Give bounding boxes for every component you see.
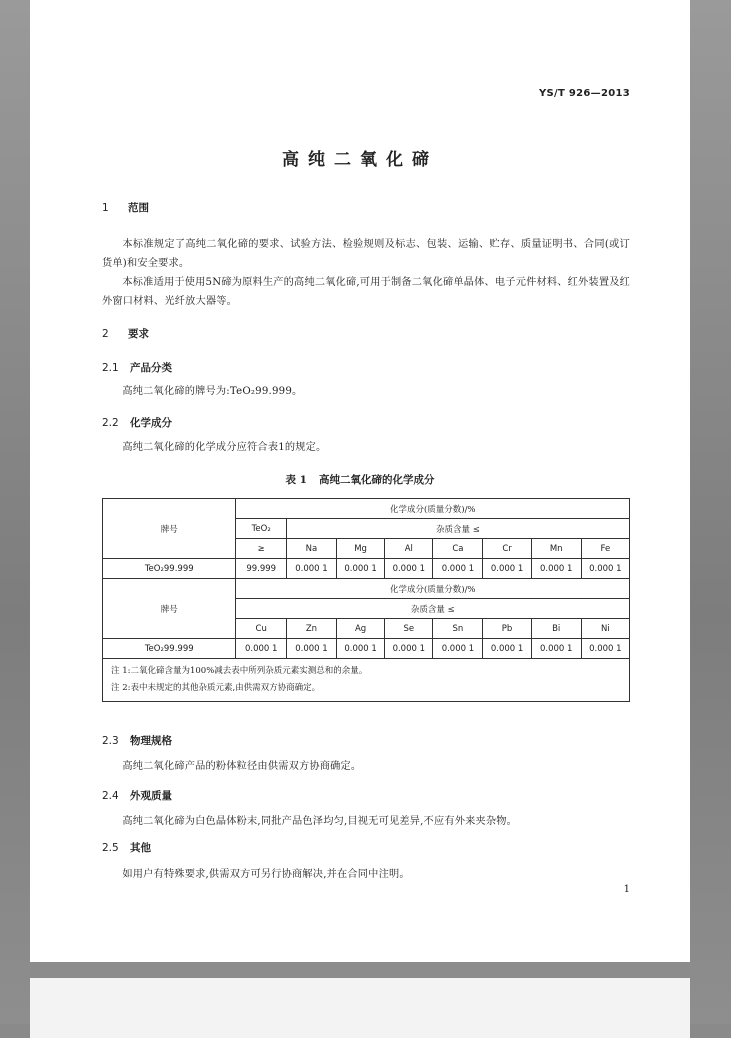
- section-1-paragraph-2: 本标准适用于使用5N碲为原料生产的高纯二氧化碲,可用于制备二氧化碲单晶体、电子元件材料、红外装置及红外窗口材料、光纤放大器等。: [102, 277, 630, 307]
- chemical-composition-table: [102, 498, 630, 702]
- value-cell: 0.000 1: [236, 639, 286, 659]
- section-2-5-paragraph: 如用户有特殊要求,供需双方可另行协商解决,并在合同中注明。: [122, 869, 410, 880]
- element-header: Fe: [581, 539, 629, 559]
- section-number: 2.4: [102, 790, 119, 802]
- element-header: Mn: [531, 539, 581, 559]
- element-header: Sn: [433, 619, 483, 639]
- element-header: Zn: [286, 619, 336, 639]
- value-cell: 0.000 1: [531, 559, 581, 579]
- grade-cell: TeO₂99.999: [103, 559, 236, 579]
- impurity-header: 杂质含量 ≤: [236, 599, 630, 619]
- value-cell: 0.000 1: [483, 639, 531, 659]
- section-title: 其他: [130, 842, 151, 854]
- section-title: 外观质量: [130, 790, 172, 802]
- table-note-2: 注 2:表中未规定的其他杂质元素,由供需双方协商确定。: [111, 683, 321, 693]
- section-2-3-paragraph: 高纯二氧化碲产品的粉体粒径由供需双方协商确定。: [122, 761, 362, 772]
- grade-cell: TeO₂99.999: [103, 639, 236, 659]
- next-page-preview[interactable]: [30, 978, 690, 1038]
- section-number: 2.5: [102, 842, 119, 854]
- section-1-heading: [102, 200, 149, 215]
- value-cell: 0.000 1: [531, 639, 581, 659]
- value-cell: 0.000 1: [483, 559, 531, 579]
- page-number: 1: [623, 884, 630, 895]
- value-cell: 0.000 1: [385, 639, 433, 659]
- element-header: Na: [286, 539, 336, 559]
- section-2-4-paragraph: 高纯二氧化碲为白色晶体粉末,同批产品色泽均匀,目视无可见差异,不应有外来夹杂物。: [122, 816, 518, 827]
- page-title: 高纯二氧化碲: [282, 150, 438, 170]
- element-header: Ca: [433, 539, 483, 559]
- element-header: Se: [385, 619, 433, 639]
- standard-number: YS/T 926—2013: [538, 88, 630, 99]
- value-cell: 0.000 1: [336, 559, 384, 579]
- element-header: Bi: [531, 619, 581, 639]
- table-caption-title: 高纯二氧化碲的化学成分: [318, 474, 435, 486]
- section-title: 物理规格: [130, 735, 172, 747]
- document-page[interactable]: [30, 0, 690, 962]
- section-number: 2.3: [102, 735, 119, 747]
- value-cell: 0.000 1: [286, 559, 336, 579]
- value-cell: 0.000 1: [581, 639, 629, 659]
- chem-header: 化学成分(质量分数)/%: [236, 579, 630, 599]
- section-title: 范围: [128, 202, 149, 214]
- section-2-5-heading: [102, 840, 151, 855]
- teo2-ge: ≥: [236, 539, 286, 559]
- element-header: Al: [385, 539, 433, 559]
- value-cell: 0.000 1: [336, 639, 384, 659]
- value-cell: 0.000 1: [385, 559, 433, 579]
- section-number: 2.2: [102, 417, 119, 429]
- section-number: 2: [102, 328, 109, 340]
- section-2-1-heading: [102, 360, 172, 375]
- impurity-header: 杂质含量 ≤: [286, 519, 629, 539]
- section-2-heading: [102, 326, 149, 341]
- element-header: Cr: [483, 539, 531, 559]
- section-2-1-paragraph: 高纯二氧化碲的牌号为:TeO₂99.999。: [122, 386, 303, 397]
- grade-header: 牌号: [103, 499, 236, 559]
- element-header: Ni: [581, 619, 629, 639]
- section-title: 化学成分: [130, 417, 172, 429]
- section-2-2-paragraph: 高纯二氧化碲的化学成分应符合表1的规定。: [122, 442, 327, 453]
- element-header: Mg: [336, 539, 384, 559]
- section-2-4-heading: [102, 788, 172, 803]
- section-title: 产品分类: [130, 362, 172, 374]
- element-header: Pb: [483, 619, 531, 639]
- section-number: 2.1: [102, 362, 119, 374]
- element-header: Ag: [336, 619, 384, 639]
- grade-header: 牌号: [103, 579, 236, 639]
- section-1-paragraph-1: 本标准规定了高纯二氧化碲的要求、试验方法、检验规则及标志、包装、运输、贮存、质量证明书、合同(或订货单)和安全要求。: [102, 239, 630, 269]
- section-number: 1: [102, 202, 109, 214]
- table-caption: [30, 472, 690, 487]
- table-notes: [103, 659, 630, 702]
- table-caption-number: 表 1: [285, 474, 307, 486]
- element-header: Cu: [236, 619, 286, 639]
- teo2-value: 99.999: [236, 559, 286, 579]
- teo2-label: TeO₂: [236, 519, 286, 539]
- table-note-1: 注 1:二氧化碲含量为100%减去表中所列杂质元素实测总和的余量。: [111, 666, 368, 676]
- section-2-3-heading: [102, 733, 172, 748]
- value-cell: 0.000 1: [581, 559, 629, 579]
- chem-header: 化学成分(质量分数)/%: [236, 499, 630, 519]
- section-2-2-heading: [102, 415, 172, 430]
- value-cell: 0.000 1: [433, 559, 483, 579]
- value-cell: 0.000 1: [433, 639, 483, 659]
- value-cell: 0.000 1: [286, 639, 336, 659]
- section-title: 要求: [128, 328, 149, 340]
